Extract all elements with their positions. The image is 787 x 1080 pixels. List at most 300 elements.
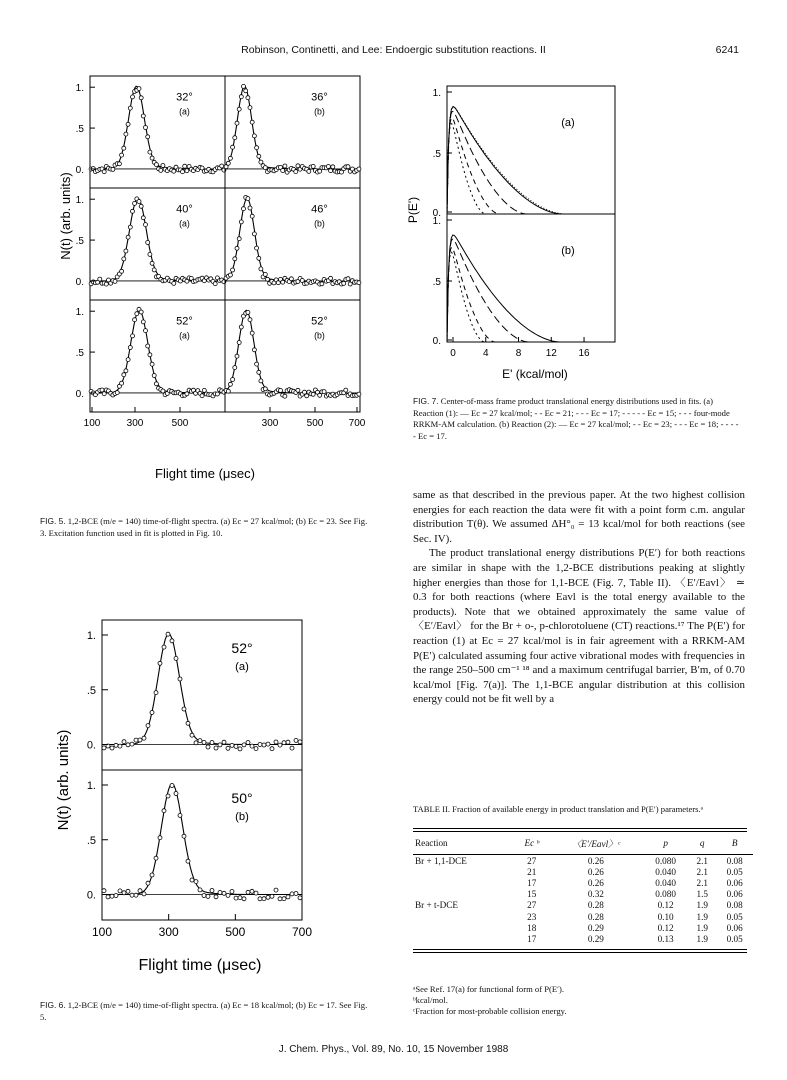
fig6-frame	[87, 620, 313, 939]
data-point	[215, 392, 219, 396]
table-cell: 2.1	[696, 877, 708, 888]
data-point	[150, 362, 154, 366]
table-cell: 0.32	[587, 889, 604, 900]
data-point	[154, 382, 158, 386]
data-point	[144, 329, 148, 333]
data-point	[130, 742, 134, 746]
data-point	[242, 743, 246, 747]
data-point	[128, 225, 132, 229]
fig6-ylabel: N(t) (arb. units)	[55, 729, 72, 831]
data-point	[120, 153, 124, 157]
data-point	[250, 120, 254, 124]
data-point	[311, 164, 315, 168]
data-point	[150, 156, 154, 160]
fig6-xlabel: Flight time (μsec)	[138, 957, 262, 974]
data-point	[274, 888, 278, 892]
table-note-a: ᵃSee Ref. 17(a) for functional form of P(E′).	[413, 984, 564, 994]
data-point	[159, 168, 163, 172]
fig7-xlabel: E' (kcal/mol)	[502, 367, 568, 381]
table-row	[413, 877, 753, 888]
fig6-ytick-label: .5	[86, 684, 96, 697]
fig7-curve	[447, 124, 486, 214]
data-point	[161, 389, 165, 393]
data-point	[252, 232, 256, 236]
data-point	[282, 897, 286, 901]
fig5-frame	[76, 76, 366, 429]
data-point	[218, 743, 222, 747]
table-header-cell: p	[663, 838, 668, 848]
data-point	[154, 691, 158, 695]
data-point	[346, 165, 350, 169]
table-cell: 2.1	[696, 855, 708, 866]
data-point	[290, 892, 294, 896]
fig7-caption-text: Center-of-mass frame product translational energy distributions used in fits. (a) Reaction (1): — Ec = 27 kcal/mol; - - Ec = 21; - - - Ec = 17; - - - - - Ec = 15; - - - four-mode RRKM-AM calculation. (b) Reaction (2): — Ec = 27 kcal/mol; - - Ec = 23; - - - Ec = 18; - - - - - Ec = 17.	[413, 396, 739, 441]
data-point	[281, 169, 285, 173]
data-point	[190, 878, 194, 882]
data-point	[166, 794, 170, 798]
data-point	[255, 246, 259, 250]
data-point	[311, 392, 315, 396]
table-row	[413, 889, 753, 900]
data-point	[114, 894, 118, 898]
table-cell: 1.9	[696, 900, 708, 911]
data-point	[282, 741, 286, 745]
panel-angle-label: 32°	[176, 91, 193, 104]
data-point	[186, 721, 190, 725]
data-point	[294, 892, 298, 896]
data-point	[170, 639, 174, 643]
data-point	[298, 896, 302, 900]
data-point	[113, 279, 117, 283]
figure-7	[405, 74, 645, 384]
data-point	[198, 888, 202, 892]
fig5-caption-label: FIG. 5.	[40, 516, 66, 526]
data-point	[346, 277, 350, 281]
table-cell: 0.12	[657, 900, 674, 911]
table-cell: 0.040	[655, 877, 676, 888]
data-point	[124, 132, 128, 136]
data-point	[118, 889, 122, 893]
fig7-ytick-label: 0.	[432, 208, 441, 219]
fit-curve	[90, 86, 225, 169]
fig6-ytick-label: .5	[86, 834, 96, 847]
data-point	[202, 740, 206, 744]
panel-tag-label: (b)	[235, 811, 249, 823]
table-cell	[413, 866, 515, 877]
fig7-curve	[447, 107, 566, 215]
data-point	[126, 743, 130, 747]
data-point	[144, 126, 148, 130]
fig7-ytick-label: .5	[432, 277, 441, 288]
table-note-c: ᶜFraction for most-probable collision energy.	[413, 1006, 567, 1016]
data-point	[307, 169, 311, 173]
data-point	[246, 310, 250, 314]
data-point	[139, 96, 143, 100]
data-point	[281, 280, 285, 284]
table-cell: 0.28	[587, 900, 604, 911]
data-point	[134, 738, 138, 742]
data-point	[235, 354, 239, 358]
fig5-ytick-label: .5	[75, 236, 84, 248]
table-cell: 0.080	[655, 855, 676, 866]
data-point	[257, 256, 261, 260]
panel-tag-label: (a)	[179, 330, 190, 341]
data-point	[246, 96, 250, 100]
panel-tag-label: (b)	[314, 218, 325, 229]
fig5-xtick-label: 500	[306, 418, 324, 429]
data-point	[246, 197, 250, 201]
data-point	[141, 114, 145, 118]
data-point	[305, 394, 309, 398]
data-point	[115, 391, 119, 395]
fig5-caption	[40, 516, 370, 539]
panel-angle-label: 52°	[311, 315, 328, 328]
panel-angle-label: 40°	[176, 203, 193, 216]
data-point	[104, 282, 108, 286]
data-point	[258, 743, 262, 747]
table-header-cell: 〈E′/Eavl〉ᶜ	[571, 839, 620, 849]
data-point	[344, 388, 348, 392]
table-cell: 23	[527, 911, 537, 922]
data-point	[102, 392, 106, 396]
data-point	[135, 312, 139, 316]
table-cell: 17	[527, 933, 537, 944]
data-point	[146, 724, 150, 728]
fig6-xtick-label: 700	[291, 925, 313, 939]
table-cell: 0.29	[587, 933, 604, 944]
data-point	[226, 161, 230, 165]
data-point	[263, 387, 267, 391]
table-2	[413, 828, 747, 953]
data-point	[98, 277, 102, 281]
data-point	[130, 893, 134, 897]
panel-angle-label: 36°	[311, 91, 328, 104]
data-point	[210, 741, 214, 745]
data-point	[298, 740, 302, 744]
table-2-grid	[413, 832, 753, 945]
fig7-xtick-label: 8	[515, 348, 522, 359]
fig5-xlabel: Flight time (μsec)	[155, 466, 255, 481]
data-point	[124, 249, 128, 253]
fig5-caption-text: 1,2-BCE (m/e = 140) time-of-flight spectra. (a) Ec = 27 kcal/mol; (b) Ec = 23. See Fig. 3. Excitation function used in fit is plotted in Fig. 10.	[40, 516, 368, 538]
panel-tag-label: (a)	[179, 218, 190, 229]
table-header-cell: Ec ᵇ	[524, 838, 539, 848]
data-point	[162, 809, 166, 813]
data-point	[228, 156, 232, 160]
data-point	[122, 373, 126, 377]
data-point	[200, 394, 204, 398]
data-point	[181, 170, 185, 174]
data-point	[133, 201, 137, 205]
fig6-ytick-label: 0.	[86, 889, 96, 902]
data-point	[235, 121, 239, 125]
data-point	[106, 895, 110, 899]
fig5-ytick-label: .5	[75, 348, 84, 360]
data-point	[278, 743, 282, 747]
data-point	[183, 164, 187, 168]
table-cell: 0.06	[726, 889, 743, 900]
fig7-curve	[447, 235, 560, 342]
data-point	[141, 216, 145, 220]
data-point	[170, 784, 174, 788]
data-point	[198, 739, 202, 743]
fit-curve	[90, 310, 225, 393]
table-title: TABLE II. Fraction of available energy in product translation and P(E′) parameters.ᵃ	[413, 804, 703, 814]
table-cell: 0.13	[657, 933, 674, 944]
data-point	[182, 834, 186, 838]
data-point	[294, 170, 298, 174]
data-point	[172, 169, 176, 173]
panel-tag-label: (a)	[179, 106, 190, 117]
data-point	[218, 891, 222, 895]
fit-curve	[225, 310, 360, 393]
data-point	[266, 895, 270, 899]
fig7-curve	[447, 111, 527, 214]
data-point	[266, 277, 270, 281]
panel-angle-label: 52°	[176, 315, 193, 328]
data-point	[233, 257, 237, 261]
fig7-ylabel: P(E')	[406, 196, 420, 224]
fig5-ytick-label: 1.	[75, 195, 84, 207]
data-point	[172, 281, 176, 285]
panel-angle-label: 52°	[231, 640, 253, 656]
table-cell: 0.26	[587, 866, 604, 877]
fig7-curve	[447, 239, 529, 342]
running-title: Robinson, Continetti, and Lee: Endoergic substitution reactions. II	[241, 44, 546, 56]
data-point	[124, 369, 128, 373]
data-point	[144, 223, 148, 227]
table-cell: 27	[527, 900, 537, 911]
fig7-xtick-label: 4	[482, 348, 489, 359]
table-cell: 18	[527, 922, 537, 933]
data-point	[329, 169, 333, 173]
table-row	[413, 911, 753, 922]
table-cell: 1.9	[696, 933, 708, 944]
data-point	[152, 268, 156, 272]
fig6-ytick-label: 0.	[86, 739, 96, 752]
data-point	[257, 154, 261, 158]
table-cell: 0.08	[726, 900, 743, 911]
panel-tag-label: (b)	[314, 330, 325, 341]
data-point	[139, 310, 143, 314]
data-point	[194, 741, 198, 745]
fig7-curve	[447, 107, 563, 214]
data-point	[230, 890, 234, 894]
fig7-caption	[413, 396, 743, 442]
fit-curve	[90, 198, 225, 281]
data-point	[263, 166, 267, 170]
fig7-xtick-label: 12	[545, 348, 557, 359]
data-point	[326, 165, 330, 169]
data-point	[257, 370, 261, 374]
data-point	[110, 894, 114, 898]
fig6-caption-text: 1,2-BCE (m/e = 140) time-of-flight spectra. (a) Ec = 18 kcal/mol; (b) Ec = 17. See Fig. 5.	[40, 1000, 368, 1022]
data-point	[242, 897, 246, 901]
data-point	[279, 389, 283, 393]
data-point	[233, 136, 237, 140]
table-row	[413, 933, 753, 944]
table-cell: 0.08	[726, 855, 743, 866]
data-point	[166, 632, 170, 636]
data-point	[290, 746, 294, 750]
fig5-ytick-label: 0.	[75, 276, 84, 288]
data-point	[139, 204, 143, 208]
data-point	[146, 135, 150, 139]
data-point	[254, 747, 258, 751]
data-point	[258, 897, 262, 901]
data-point	[266, 742, 270, 746]
page-number: 6241	[715, 44, 739, 56]
data-point	[230, 743, 234, 747]
data-point	[294, 738, 298, 742]
data-point	[250, 744, 254, 748]
data-point	[296, 388, 300, 392]
data-point	[117, 162, 121, 166]
fig6-ytick-label: 1.	[86, 780, 96, 792]
data-point	[214, 895, 218, 899]
table-cell: 0.05	[726, 933, 743, 944]
data-point	[131, 95, 135, 99]
data-point	[114, 743, 118, 747]
data-point	[283, 394, 287, 398]
data-point	[111, 167, 115, 171]
data-point	[154, 856, 158, 860]
table-cell: 1.9	[696, 911, 708, 922]
data-point	[126, 122, 130, 126]
data-point	[250, 214, 254, 218]
fig7-ytick-label: .5	[432, 149, 441, 160]
data-point	[239, 220, 243, 224]
table-header-cell: q	[699, 838, 705, 848]
table-cell: 0.080	[655, 889, 676, 900]
data-point	[283, 164, 287, 168]
data-point	[231, 378, 235, 382]
data-point	[329, 276, 333, 280]
data-point	[194, 880, 198, 884]
data-point	[228, 382, 232, 386]
data-point	[270, 747, 274, 751]
table-cell: 1.5	[696, 889, 708, 900]
data-point	[102, 170, 106, 174]
fig5-xtick-label: 500	[171, 418, 189, 429]
fig6-xtick-label: 100	[91, 925, 113, 939]
data-point	[122, 740, 126, 744]
data-point	[222, 891, 226, 895]
table-cell: 0.28	[587, 911, 604, 922]
data-point	[190, 733, 194, 737]
data-point	[110, 746, 114, 750]
table-cell	[413, 889, 515, 900]
table-header-cell: Reaction	[415, 838, 448, 848]
data-point	[210, 889, 214, 893]
data-point	[246, 741, 250, 745]
data-point	[237, 237, 241, 241]
data-point	[141, 320, 145, 324]
data-point	[252, 134, 256, 138]
page-footer: J. Chem. Phys., Vol. 89, No. 10, 15 November 1988	[278, 1044, 509, 1055]
data-point	[237, 341, 241, 345]
data-point	[174, 656, 178, 660]
table-cell: 0.29	[587, 922, 604, 933]
fig6-caption	[40, 1000, 370, 1023]
table-row	[413, 866, 753, 877]
fig7-caption-label: FIG. 7.	[413, 396, 439, 406]
fig7-frame	[433, 86, 615, 359]
data-point	[248, 106, 252, 110]
data-point	[148, 353, 152, 357]
figure-6-plot	[40, 600, 330, 980]
table-notes	[413, 984, 743, 1017]
data-point	[342, 281, 346, 285]
table-header-cell: B	[731, 838, 738, 848]
data-point	[235, 246, 239, 250]
table-cell	[413, 922, 515, 933]
fig7-xtick-label: 16	[578, 348, 590, 359]
data-point	[233, 366, 237, 370]
table-cell: 17	[527, 877, 537, 888]
paragraph-2: The product translational energy distributions P(E′) for both reactions are similar in shape with the 1,2-BCE distributions peaking at slightly higher energies than those for 1,1-BCE (Fig. 7, Table II). 〈E′/Eavl〉 ≃ 0.3 for both reactions (where Eavl is the total energy available to the products). Note that we obtained approximately the same value of 〈E′/Eavl〉 for the Br + o-, p-chlorotoluene (CT) reactions.¹⁷ The P(E′) for reaction (1) at Ec = 27 kcal/mol is in fair agreement with a RRKM-AM P(E′) calculated assuming four active vibrational modes with frequencies in the range 250–500 cm⁻¹ ¹⁸ and a maximum centrifugal barrier, B′m, of 0.70 kcal/mol [Fig. 7(a)]. The 1,1-BCE angular distribution at this collision energy could not be fit well by a	[413, 547, 745, 706]
table-cell: 2.1	[696, 866, 708, 877]
data-point	[234, 744, 238, 748]
data-point	[122, 257, 126, 261]
panel-tag-label: (b)	[314, 106, 325, 117]
data-point	[126, 235, 130, 239]
data-point	[289, 277, 293, 281]
data-point	[231, 145, 235, 149]
fig5-ytick-label: 0.	[75, 388, 84, 400]
table-cell: 0.26	[587, 855, 604, 866]
data-point	[152, 374, 156, 378]
data-point	[134, 893, 138, 897]
table-cell: 0.10	[657, 911, 674, 922]
fig7-ytick-label: 1.	[432, 216, 441, 227]
table-cell: 0.26	[587, 877, 604, 888]
data-point	[158, 661, 162, 665]
data-point	[146, 241, 150, 245]
data-point	[278, 897, 282, 901]
table-cell	[413, 911, 515, 922]
data-point	[137, 200, 141, 204]
data-point	[138, 738, 142, 742]
data-point	[239, 95, 243, 99]
data-point	[259, 267, 263, 271]
table-cell	[413, 933, 515, 944]
data-point	[131, 334, 135, 338]
data-point	[174, 792, 178, 796]
fig6-xtick-label: 500	[225, 925, 246, 939]
data-point	[102, 746, 106, 750]
panel-tag-label: (a)	[235, 661, 249, 673]
data-point	[178, 813, 182, 817]
table-row	[413, 922, 753, 933]
fig5-ytick-label: 1.	[75, 83, 84, 95]
fig6-ytick-label: 1.	[86, 630, 96, 642]
data-point	[357, 167, 361, 171]
running-header	[0, 44, 787, 60]
data-point	[126, 358, 130, 362]
data-point	[138, 889, 142, 893]
fig7-panel-tag: (b)	[561, 245, 575, 257]
table-cell: Br + t-DCE	[415, 900, 458, 911]
data-point	[142, 736, 146, 740]
data-point	[331, 165, 335, 169]
fig5-ylabel: N(t) (arb. units)	[58, 172, 73, 260]
data-point	[226, 389, 230, 393]
data-point	[262, 897, 266, 901]
data-point	[274, 740, 278, 744]
data-point	[237, 107, 241, 111]
table-cell: 0.040	[655, 866, 676, 877]
